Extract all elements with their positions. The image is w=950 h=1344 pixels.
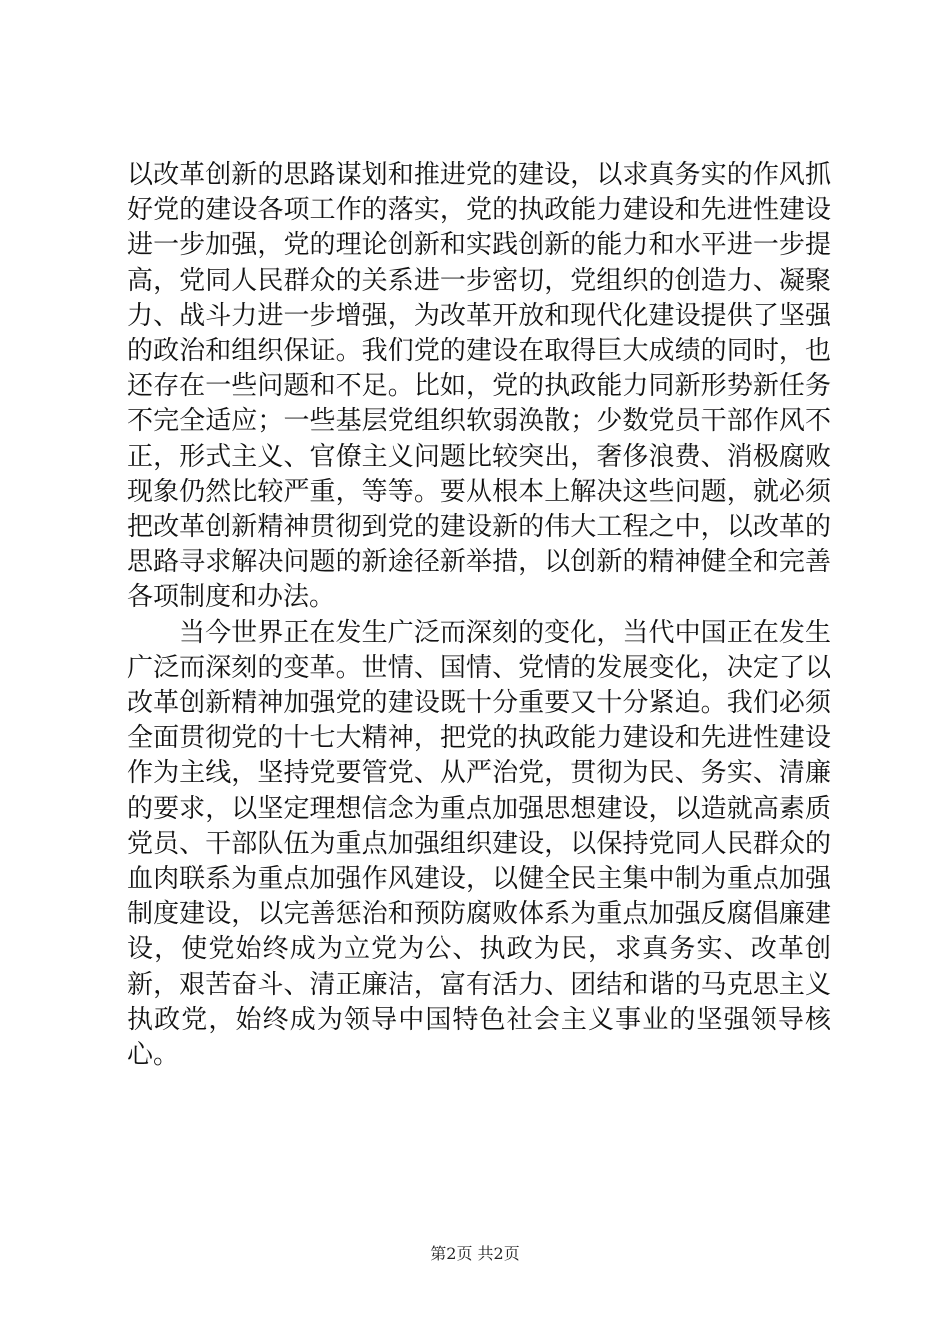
paragraph-1: 以改革创新的思路谋划和推进党的建设，以求真务实的作风抓好党的建设各项工作的落实，党的执政能力建设和先进性建设进一步加强，党的理论创新和实践创新的能力和水平进一步提高，党同人民群众的关系进一步密切，党组织的创造力、凝聚力、战斗力进一步增强，为改革开放和现代化建设提供了坚强的政治和组织保证。我们党的建设在取得巨大成绩的同时，也还存在一些问题和不足。比如，党的执政能力同新形势新任务不完全适应；一些基层党组织软弱涣散；少数党员干部作风不正，形式主义、官僚主义问题比较突出，奢侈浪费、消极腐败现象仍然比较严重，等等。要从根本上解决这些问题，就必须把改革创新精神贯彻到党的建设新的伟大工程之中，以改革的思路寻求解决问题的新途径新举措，以创新的精神健全和完善各项制度和办法。 <box>127 160 831 613</box>
page-number-footer: 第2页 共2页 <box>430 1244 520 1263</box>
paragraph-2: 当今世界正在发生广泛而深刻的变化，当代中国正在发生广泛而深刻的变革。世情、国情、党情的发展变化，决定了以改革创新精神加强党的建设既十分重要又十分紧迫。我们必须全面贯彻党的十七大精神，把党的执政能力建设和先进性建设作为主线，坚持党要管党、从严治党，贯彻为民、务实、清廉的要求，以坚定理想信念为重点加强思想建设，以造就高素质党员、干部队伍为重点加强组织建设，以保持党同人民群众的血肉联系为重点加强作风建设，以健全民主集中制为重点加强制度建设，以完善惩治和预防腐败体系为重点加强反腐倡廉建设，使党始终成为立党为公、执政为民，求真务实、改革创新，艰苦奋斗、清正廉洁，富有活力、团结和谐的马克思主义执政党，始终成为领导中国特色社会主义事业的坚强领导核心。 <box>127 617 831 1071</box>
document-body <box>127 158 831 1073</box>
